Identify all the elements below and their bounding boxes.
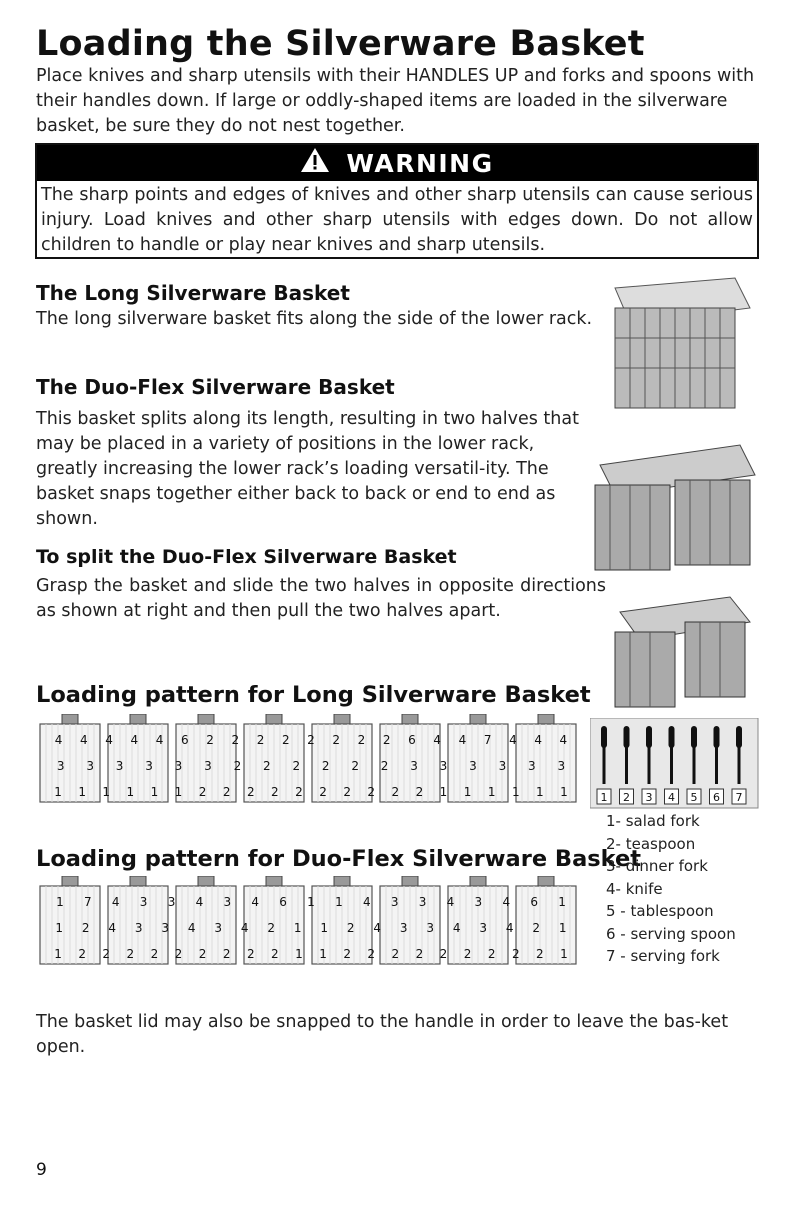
long-pattern-slot-number: 3 <box>115 759 124 773</box>
duo-pattern-handle <box>538 876 554 886</box>
duo-pattern-heading: Loading pattern for Duo-Flex Silverware Basket <box>36 846 642 872</box>
long-pattern-slot-number: 1 <box>54 785 62 799</box>
duo-pattern-slot-number: 2 <box>78 947 86 961</box>
long-pattern-slot-number: 2 <box>206 733 214 747</box>
duo-pattern-slot-number: 1 <box>295 947 303 961</box>
duo-pattern-slot-number: 2 <box>343 947 351 961</box>
duo-pattern-slot-number: 4 <box>452 921 461 935</box>
long-pattern-slot-number: 1 <box>174 785 183 799</box>
duo-pattern-slot-number: 4 <box>251 895 260 909</box>
long-pattern-slot-number: 2 <box>332 733 341 747</box>
legend-item: 1- salad fork <box>606 812 700 830</box>
legend-item: 5 - tablespoon <box>606 902 714 920</box>
duo-pattern-handle <box>334 876 350 886</box>
long-pattern-slot-number: 6 <box>180 733 189 747</box>
long-pattern-slot-number: 4 <box>130 733 139 747</box>
duo-pattern-slot-number: 4 <box>362 895 371 909</box>
long-pattern-handle <box>130 714 146 724</box>
long-pattern-slot-number: 3 <box>56 759 65 773</box>
long-pattern-handle <box>266 714 282 724</box>
long-pattern-slot-number: 2 <box>319 785 327 799</box>
utensil-number: 3 <box>645 791 653 804</box>
long-pattern-slot-number: 6 <box>408 733 416 747</box>
duo-pattern-slot-number: 2 <box>222 947 231 961</box>
long-pattern-slot-number: 2 <box>382 733 391 747</box>
duo-pattern-slot-number: 4 <box>373 921 382 935</box>
utensil-number: 1 <box>600 791 608 804</box>
duo-pattern-slot-number: 2 <box>102 947 111 961</box>
long-pattern-slot-number: 1 <box>560 785 568 799</box>
split-basket-image <box>610 582 760 712</box>
duo-pattern-slot-number: 4 <box>187 921 196 935</box>
duo-pattern-slot-number: 3 <box>418 895 427 909</box>
duo-pattern-slot-number: 1 <box>307 895 315 909</box>
long-pattern-slot-number: 4 <box>534 733 542 747</box>
long-pattern-slot-number: 2 <box>263 759 271 773</box>
long-pattern-heading: Loading pattern for Long Silverware Basket <box>36 682 591 708</box>
long-pattern-slot-number: 2 <box>292 759 301 773</box>
duo-pattern-slot-number: 2 <box>346 921 355 935</box>
long-pattern-slot-number: 1 <box>150 785 159 799</box>
duo-pattern-slot-number: 3 <box>139 895 148 909</box>
long-pattern-slot-number: 1 <box>126 785 135 799</box>
duo-pattern-slot-number: 1 <box>558 921 567 935</box>
page-number: 9 <box>36 1160 47 1180</box>
long-pattern-slot-number: 2 <box>246 785 255 799</box>
long-pattern-slot-number: 1 <box>536 785 544 799</box>
duo-pattern-slot-number: 6 <box>530 895 538 909</box>
long-pattern-slot-number: 1 <box>102 785 111 799</box>
duo-pattern-slot-number: 3 <box>474 895 483 909</box>
duo-pattern-slot-number: 2 <box>391 947 400 961</box>
duo-pattern-slot-number: 2 <box>439 947 448 961</box>
duo-pattern-slot-number: 2 <box>126 947 135 961</box>
long-pattern-slot-number: 4 <box>433 733 442 747</box>
long-pattern-slot-number: 2 <box>198 785 207 799</box>
legend-item: 4- knife <box>606 879 663 898</box>
utensil-number: 7 <box>735 791 743 804</box>
duo-pattern-slot-number: 1 <box>55 921 64 935</box>
duo-pattern-slot-number: 3 <box>161 921 170 935</box>
duo-pattern-handle <box>62 876 78 886</box>
duo-pattern-slot-number: 1 <box>560 947 568 961</box>
duo-flex-text: This basket splits along its length, resulting in two halves that may be placed in a variety of positions in the lower rack, greatly increasing the lower rack’s loading versatil-ity. The basket snaps together either back to back or end to end as shown. <box>36 409 579 529</box>
duo-pattern-slot-number: 4 <box>505 921 514 935</box>
long-pattern-slot-number: 2 <box>233 759 242 773</box>
long-pattern-slot-number: 3 <box>145 759 153 773</box>
duo-pattern-slot-number: 4 <box>446 895 455 909</box>
long-pattern-slot-number: 3 <box>528 759 536 773</box>
long-pattern-slot-number: 3 <box>204 759 212 773</box>
utensil-number: 4 <box>668 791 675 804</box>
duo-pattern-handle <box>130 876 146 886</box>
long-pattern-slot-number: 4 <box>509 733 517 747</box>
long-pattern-handle <box>334 714 350 724</box>
duo-pattern-slot-number: 3 <box>214 921 223 935</box>
duo-pattern-slot-number: 2 <box>174 947 183 961</box>
utensil-number: 6 <box>713 791 720 804</box>
duo-pattern-slot-number: 2 <box>81 921 90 935</box>
duo-pattern-slot-number: 2 <box>487 947 496 961</box>
duo-pattern-slot-number: 1 <box>56 895 64 909</box>
legend-item: 3- dinner fork <box>606 857 708 875</box>
long-pattern-slot-number: 1 <box>463 785 472 799</box>
duo-pattern-slot-number: 4 <box>502 895 511 909</box>
utensil-number: 5 <box>690 791 698 804</box>
long-pattern-slot-number: 4 <box>105 733 113 747</box>
duo-pattern-slot-number: 3 <box>134 921 143 935</box>
duo-pattern-slot-number: 1 <box>319 947 327 961</box>
long-basket-image <box>605 268 755 418</box>
long-pattern-slot-number: 2 <box>357 733 366 747</box>
long-pattern-slot-number: 1 <box>439 785 448 799</box>
long-pattern-slot-number: 3 <box>498 759 507 773</box>
long-pattern-slot-number: 2 <box>367 785 376 799</box>
utensil-number: 2 <box>623 791 630 804</box>
warning-label: WARNING <box>346 148 494 178</box>
long-pattern-handle <box>62 714 78 724</box>
long-pattern-slot-number: 3 <box>557 759 566 773</box>
duo-pattern-slot-number: 3 <box>223 895 232 909</box>
duo-pattern-slot-number: 3 <box>479 921 488 935</box>
long-pattern-slot-number: 2 <box>256 733 265 747</box>
long-pattern-slot-number: 3 <box>469 759 477 773</box>
duo-pattern-handle <box>198 876 214 886</box>
utensil-legend <box>606 810 736 968</box>
long-pattern-slot-number: 3 <box>410 759 418 773</box>
duo-pattern-handle <box>402 876 418 886</box>
long-pattern-slot-number: 2 <box>380 759 389 773</box>
duo-pattern-slot-number: 1 <box>54 947 62 961</box>
long-pattern-slot-number: 2 <box>351 759 359 773</box>
long-pattern-handle <box>538 714 554 724</box>
duo-pattern-slot-number: 2 <box>463 947 472 961</box>
duo-pattern-slot-number: 4 <box>111 895 120 909</box>
long-pattern-slot-number: 2 <box>391 785 400 799</box>
long-pattern-slot-number: 2 <box>295 785 303 799</box>
duo-pattern-slot-number: 2 <box>536 947 544 961</box>
footer-text: The basket lid may also be snapped to the handle in order to leave the bas-ket open. <box>36 1012 729 1057</box>
duo-pattern-slot-number: 7 <box>84 895 92 909</box>
duo-pattern-slot-number: 1 <box>320 921 329 935</box>
duo-pattern-slot-number: 3 <box>167 895 176 909</box>
long-pattern-slot-number: 2 <box>321 759 330 773</box>
duo-pattern-slot-number: 2 <box>415 947 424 961</box>
long-basket-text: The long silverware basket fits along the side of the lower rack. <box>36 309 593 329</box>
split-heading: To split the Duo-Flex Silverware Basket <box>36 546 457 568</box>
long-pattern-slot-number: 2 <box>307 733 315 747</box>
long-pattern-slot-number: 2 <box>231 733 240 747</box>
intro-paragraph: Place knives and sharp utensils with their HANDLES UP and forks and spoons with their handles down. If large or oddly-shaped items are loaded in the silverware basket, be sure they do not nest together. <box>36 66 755 136</box>
long-pattern-slot-number: 4 <box>559 733 568 747</box>
long-pattern-slot-number: 2 <box>281 733 290 747</box>
duo-pattern-slot-number: 3 <box>399 921 408 935</box>
warning-triangle-icon <box>300 147 330 179</box>
legend-item: 6 - serving spoon <box>606 924 736 943</box>
duo-pattern-slot-number: 2 <box>267 921 276 935</box>
long-pattern-slot-number: 1 <box>487 785 496 799</box>
duo-pattern-handle <box>470 876 486 886</box>
duo-pattern-slot-number: 3 <box>426 921 435 935</box>
duo-pattern-slot-number: 4 <box>195 895 204 909</box>
duo-flex-pattern-diagram <box>36 876 581 968</box>
long-pattern-handle <box>470 714 486 724</box>
duo-flex-heading: The Duo-Flex Silverware Basket <box>36 375 395 399</box>
duo-pattern-slot-number: 2 <box>511 947 520 961</box>
long-pattern-handle <box>198 714 214 724</box>
duo-pattern-slot-number: 2 <box>367 947 376 961</box>
long-pattern-slot-number: 4 <box>458 733 467 747</box>
long-pattern-slot-number: 4 <box>80 733 88 747</box>
long-pattern-slot-number: 3 <box>439 759 448 773</box>
duo-pattern-slot-number: 4 <box>108 921 117 935</box>
long-pattern-slot-number: 2 <box>415 785 424 799</box>
long-basket-heading: The Long Silverware Basket <box>36 281 350 305</box>
long-basket-pattern-diagram <box>36 714 581 806</box>
long-pattern-slot-number: 3 <box>86 759 94 773</box>
long-pattern-slot-number: 2 <box>271 785 279 799</box>
duo-pattern-slot-number: 1 <box>335 895 343 909</box>
warning-text: The sharp points and edges of knives and other sharp utensils can cause serious injury. Load knives and other sharp utensils with edges down. Do not allow children to handle or play near knives and sharp utensils. <box>41 185 753 255</box>
long-pattern-slot-number: 4 <box>54 733 63 747</box>
duo-pattern-slot-number: 1 <box>558 895 566 909</box>
long-pattern-slot-number: 1 <box>78 785 86 799</box>
duo-pattern-slot-number: 3 <box>390 895 399 909</box>
long-pattern-slot-number: 4 <box>155 733 164 747</box>
long-pattern-slot-number: 7 <box>483 733 492 747</box>
long-pattern-slot-number: 1 <box>511 785 520 799</box>
duo-pattern-slot-number: 1 <box>293 921 302 935</box>
duo-pattern-slot-number: 6 <box>279 895 287 909</box>
legend-item: 2- teaspoon <box>606 834 696 853</box>
duo-pattern-slot-number: 2 <box>271 947 279 961</box>
utensils-illustration <box>590 718 760 810</box>
long-pattern-slot-number: 3 <box>174 759 183 773</box>
long-pattern-slot-number: 2 <box>222 785 231 799</box>
duo-pattern-slot-number: 2 <box>246 947 255 961</box>
page-title: Loading the Silverware Basket <box>36 24 645 64</box>
long-pattern-handle <box>402 714 418 724</box>
warning-header <box>37 145 757 181</box>
duo-flex-basket-image <box>590 425 760 575</box>
legend-item: 7 - serving fork <box>606 947 720 965</box>
duo-pattern-slot-number: 2 <box>198 947 207 961</box>
duo-pattern-slot-number: 2 <box>150 947 159 961</box>
duo-pattern-handle <box>266 876 282 886</box>
duo-pattern-slot-number: 2 <box>532 921 541 935</box>
split-text: Grasp the basket and slide the two halves in opposite directions as shown at right and then pull the two halves apart. <box>36 576 606 621</box>
long-pattern-slot-number: 2 <box>343 785 351 799</box>
warning-box <box>35 143 759 259</box>
duo-pattern-slot-number: 4 <box>240 921 249 935</box>
